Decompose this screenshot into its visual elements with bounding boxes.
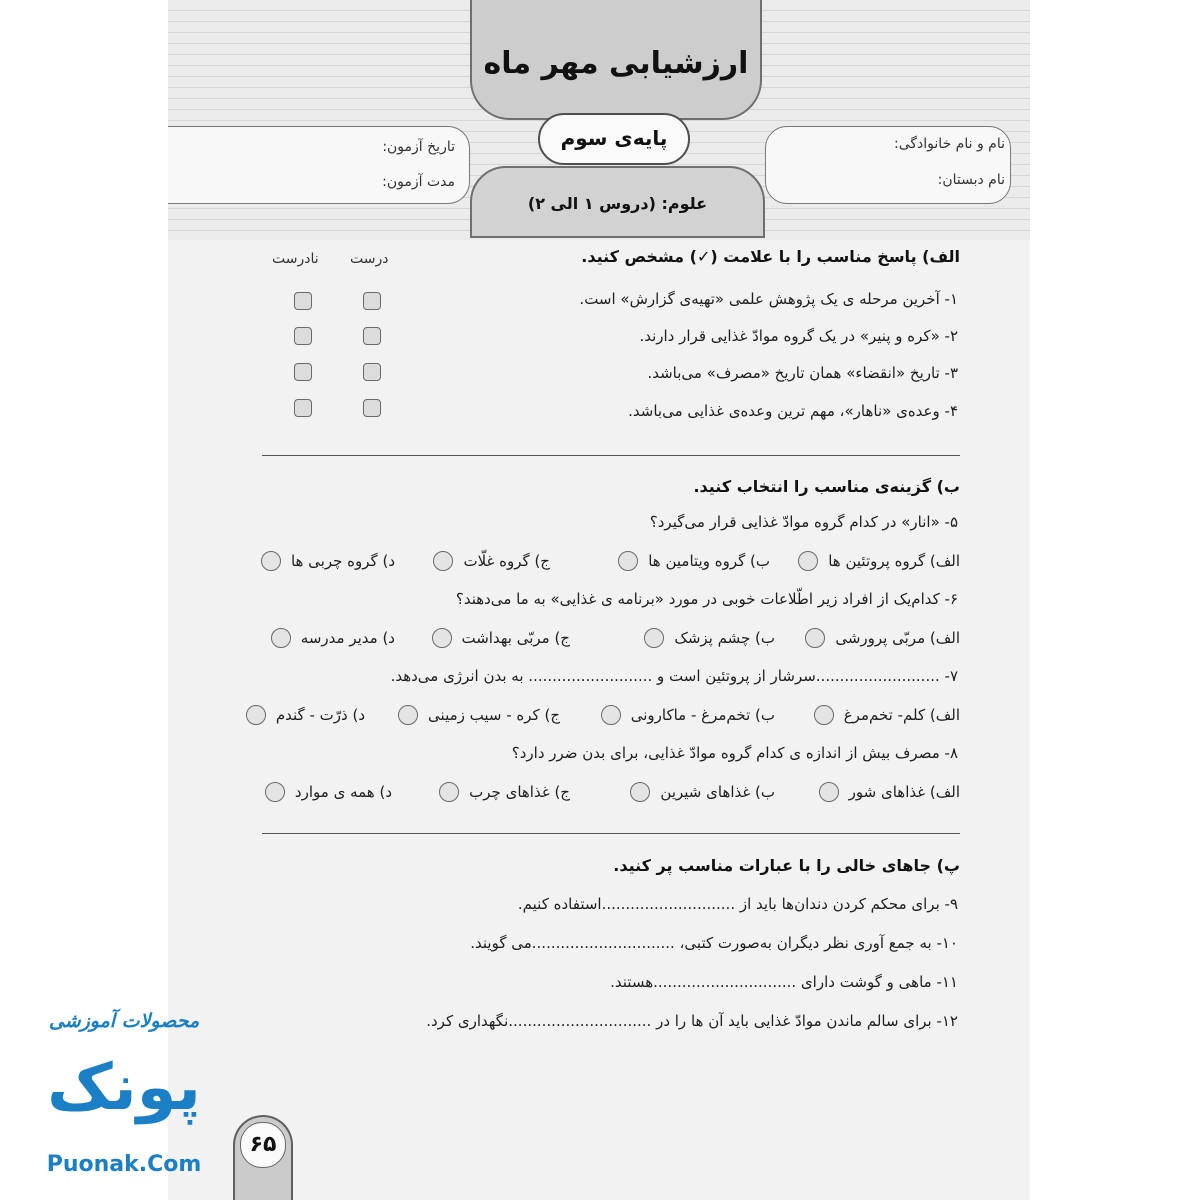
answer-option[interactable] [246,705,365,725]
option-label: د) ذرّت - گندم [275,706,365,724]
answer-option[interactable] [805,628,960,648]
answer-option[interactable] [798,551,960,571]
option-label: الف) گروه پروتئین ها [828,552,960,570]
section-b-title: ب) گزینه‌ی مناسب را انتخاب کنید. [693,477,960,496]
option-circle[interactable] [398,705,418,725]
answer-option[interactable] [819,782,960,802]
option-circle[interactable] [601,705,621,725]
student-name-label: نام و نام خانوادگی: [894,136,1005,152]
subject-label: علوم: (دروس ۱ الی ۲) [527,194,708,213]
option-label: ج) غذاهای چرب [469,783,570,801]
false-checkbox[interactable] [294,363,312,381]
option-label: ب) گروه ویتامین ها [648,552,770,570]
answer-option[interactable] [433,551,550,571]
fill-blank-item: ۱۰- به جمع آوری نظر دیگران به‌صورت کتبی، ..............................می گویند. [470,934,958,952]
option-circle[interactable] [618,551,638,571]
option-circle[interactable] [805,628,825,648]
school-name-label: نام دبستان: [937,172,1005,188]
question-text: ۵- «انار» در کدام گروه موادّ غذایی قرار می‌گیرد؟ [649,513,958,531]
true-checkbox[interactable] [363,327,381,345]
exam-duration-label: مدت آزمون: [382,174,455,190]
option-circle[interactable] [439,782,459,802]
option-circle[interactable] [271,628,291,648]
page-number: ۶۵ [249,1132,277,1157]
answer-option[interactable] [432,628,571,648]
answer-option[interactable] [618,551,770,571]
question-text: ۶- کدام‌یک از افراد زیر اطّلاعات خوبی در مورد «برنامه ی غذایی» به ما می‌دهند؟ [455,590,958,608]
question-text: ۸- مصرف بیش از اندازه ی کدام گروه موادّ غذایی، برای بدن ضرر دارد؟ [511,744,958,762]
answer-option[interactable] [630,782,775,802]
answer-option[interactable] [814,705,960,725]
section-divider [262,455,960,456]
option-label: د) مدیر مدرسه [300,629,395,647]
option-circle[interactable] [630,782,650,802]
answer-option[interactable] [398,705,560,725]
question-text: ۷- ..........................سرشار از پروتئین است و .......................... به بدن انرژی می‌دهد. [390,667,958,685]
answer-option[interactable] [261,551,395,571]
answer-option[interactable] [265,782,392,802]
section-a-title: الف) پاسخ مناسب را با علامت (✓) مشخص کنید. [581,247,960,266]
true-false-item: ۱- آخرین مرحله ی یک پژوهش علمی «تهیه‌ی گزارش» است. [579,290,958,308]
true-checkbox[interactable] [363,399,381,417]
false-checkbox[interactable] [294,399,312,417]
option-label: ج) کره - سیب زمینی [428,706,560,724]
false-checkbox[interactable] [294,292,312,310]
answer-option[interactable] [439,782,570,802]
option-label: الف) مربّی پرورشی [835,629,960,647]
option-label: الف) غذاهای شور [848,783,960,801]
fill-blank-item: ۱۲- برای سالم ماندن موادّ غذایی باید آن ها را در ..............................نگهداری کرد. [426,1012,958,1030]
option-label: ب) چشم پزشک [674,629,775,647]
option-label: ج) گروه غلّات [463,552,550,570]
fill-blank-item: ۱۱- ماهی و گوشت دارای ..............................هستند. [610,973,958,991]
section-divider [262,833,960,834]
true-false-item: ۲- «کره و پنیر» در یک گروه موادّ غذایی قرار دارند. [639,327,958,345]
column-true-label: درست [350,251,389,267]
true-false-item: ۳- تاریخ «انقضاء» همان تاریخ «مصرف» می‌باشد. [647,364,958,382]
exam-info-box [168,126,470,204]
exam-date-label: تاریخ آزمون: [382,139,455,155]
option-label: د) گروه چربی ها [290,552,395,570]
option-circle[interactable] [798,551,818,571]
option-circle[interactable] [265,782,285,802]
false-checkbox[interactable] [294,327,312,345]
watermark-tagline: محصولات آموزشی [48,1010,200,1032]
column-false-label: نادرست [272,251,319,267]
option-circle[interactable] [246,705,266,725]
option-label: ب) غذاهای شیرین [660,783,775,801]
option-circle[interactable] [261,551,281,571]
option-label: د) همه ی موارد [294,783,392,801]
answer-option[interactable] [601,705,775,725]
watermark-logo: پونک [47,1051,201,1125]
option-label: ج) مربّی بهداشت [461,629,570,647]
option-circle[interactable] [433,551,453,571]
option-circle[interactable] [814,705,834,725]
true-checkbox[interactable] [363,292,381,310]
option-label: الف) کلم- تخم‌مرغ [843,706,960,724]
option-label: ب) تخم‌مرغ - ماکارونی [630,706,775,724]
option-circle[interactable] [432,628,452,648]
option-circle[interactable] [644,628,664,648]
watermark-site: Puonak.Com [46,1152,202,1177]
true-false-item: ۴- وعده‌ی «ناهار»، مهم ترین وعده‌ی غذایی می‌باشد. [628,402,958,420]
answer-option[interactable] [271,628,395,648]
true-checkbox[interactable] [363,363,381,381]
answer-option[interactable] [644,628,775,648]
page-title: ارزشیابی مهر ماه [483,46,749,81]
option-circle[interactable] [819,782,839,802]
grade-label: پایه‌ی سوم [560,126,668,150]
fill-blank-item: ۹- برای محکم کردن دندان‌ها باید از ............................استفاده کنیم. [517,895,958,913]
section-c-title: پ) جاهای خالی را با عبارات مناسب پر کنید. [613,856,960,875]
